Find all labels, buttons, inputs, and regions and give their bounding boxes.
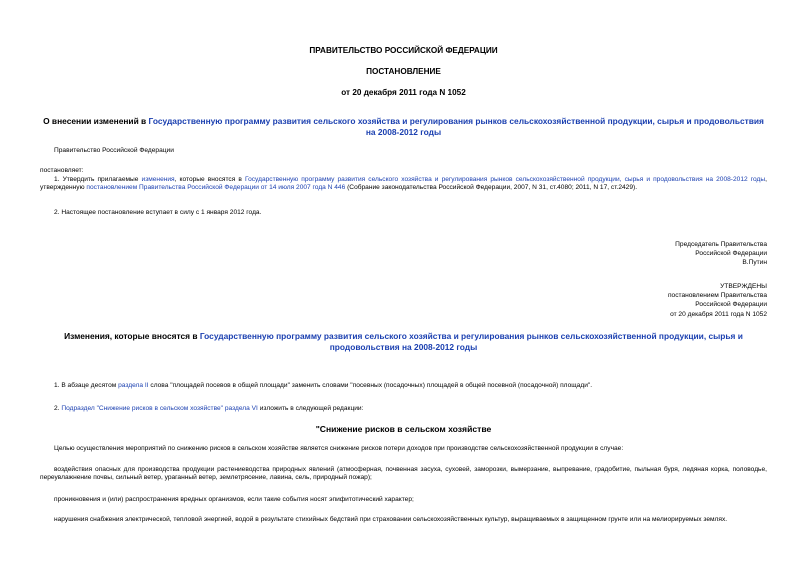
section-paragraph-3: проникновения и (или) распространения вредных организмов, если такие события носят эпифитотический характер; [54, 496, 414, 503]
change1-section-link[interactable]: раздела II [118, 382, 149, 389]
item-1 [40, 176, 767, 192]
item1-text-b: , которые вносятся в [174, 176, 242, 183]
change1-text-a: 1. В абзаце десятом [54, 382, 117, 389]
change-1 [54, 382, 592, 390]
change-2 [54, 405, 363, 413]
section-paragraph-4: нарушения снабжения электрической, тепловой энергией, водой в результате стихийных бедствий при страховании сельскохозяйственных культур, выращиваемых в защищенном грунте или на мелиорируемых землях. [54, 516, 728, 523]
item1-program-link[interactable]: Государственную программу развития сельского хозяйства и регулирования рынков сельскохозяйственной продукции, сырья и продовольствия на 2008-2012 годы [244, 176, 766, 183]
changes-title [40, 331, 767, 353]
approval-line-2: постановлением Правительства [667, 292, 767, 300]
body-text-2: постановляет: [40, 167, 84, 174]
change1-text-b: слова "площадей посевов в общей площади" заменить словами "посевных (посадочных) площадей в общей посевной (посадочной) площади". [150, 382, 593, 389]
section-heading: "Снижение рисков в сельском хозяйстве [315, 424, 492, 434]
changes-title-prefix: Изменения, которые вносятся в [64, 331, 198, 341]
change2-text-a: 2. [54, 405, 60, 412]
approval-line-1: УТВЕРЖДЕНЫ [720, 283, 767, 290]
change2-subsection-link[interactable]: Подраздел "Снижение рисков в сельском хозяйстве" [61, 405, 223, 412]
gov-heading: ПРАВИТЕЛЬСТВО РОССИЙСКОЙ ФЕДЕРАЦИИ [309, 46, 498, 55]
item1-changes-link[interactable]: изменения [141, 176, 175, 183]
section-paragraph-2: воздействия опасных для производства продукции растениеводства природных явлений (атмосферная, почвенная засуха, суховей, заморозки, вымерзание, выпревание, градобитие, пыльная буря, ледяная корка, половодье, переувлажнение почвы, сильный ветер, ураганный ветер, землетрясение, лавина, сель, природный пожар); [40, 466, 767, 482]
item1-text-c: , утвержденную [40, 176, 767, 192]
change2-text-b: изложить в следующей редакции: [259, 405, 364, 412]
signature-line-2: Российской Федерации [695, 250, 767, 258]
approval-line-4: от 20 декабря 2011 года N 1052 [670, 310, 767, 318]
change2-section-link[interactable]: раздела VI [224, 405, 258, 412]
doc-title [40, 116, 767, 138]
item1-text-a: 1. Утвердить прилагаемые [54, 176, 139, 183]
approval-line-3: Российской Федерации [695, 301, 767, 309]
title-prefix: О внесении изменений в [43, 116, 147, 126]
signature-block [675, 240, 767, 268]
approval-block [668, 282, 767, 319]
doc-date: от 20 декабря 2011 года N 1052 [341, 88, 466, 97]
title-program-link[interactable]: Государственную программу развития сельского хозяйства и регулирования рынков сельскохозяйственной продукции, сырья и продовольствия на 2008-2012 годы [148, 116, 764, 137]
doc-type: ПОСТАНОВЛЕНИЕ [366, 67, 441, 76]
signature-line-3: В.Путин [742, 259, 767, 267]
item1-decree-link[interactable]: постановлением Правительства Российской Федерации от 14 июля 2007 года N 446 [86, 184, 346, 192]
body-text-1: Правительство Российской Федерации [54, 147, 174, 154]
signature-line-1: Председатель Правительства [675, 241, 767, 248]
changes-title-program-link[interactable]: Государственную программу развития сельского хозяйства и регулирования рынков сельскохозяйственной продукции, сырья и продовольствия на 2008-2012 годы [199, 331, 743, 352]
item1-text-d: (Собрание законодательства Российской Федерации, 2007, N 31, ст.4080; 2011, N 17, ст.2429). [347, 184, 638, 192]
item-2: 2. Настоящее постановление вступает в силу с 1 января 2012 года. [54, 209, 262, 216]
section-paragraph-1: Целью осуществления мероприятий по снижению рисков в сельском хозяйстве является снижение рисков потери доходов при производстве сельскохозяйственной продукции в случае: [54, 445, 624, 452]
